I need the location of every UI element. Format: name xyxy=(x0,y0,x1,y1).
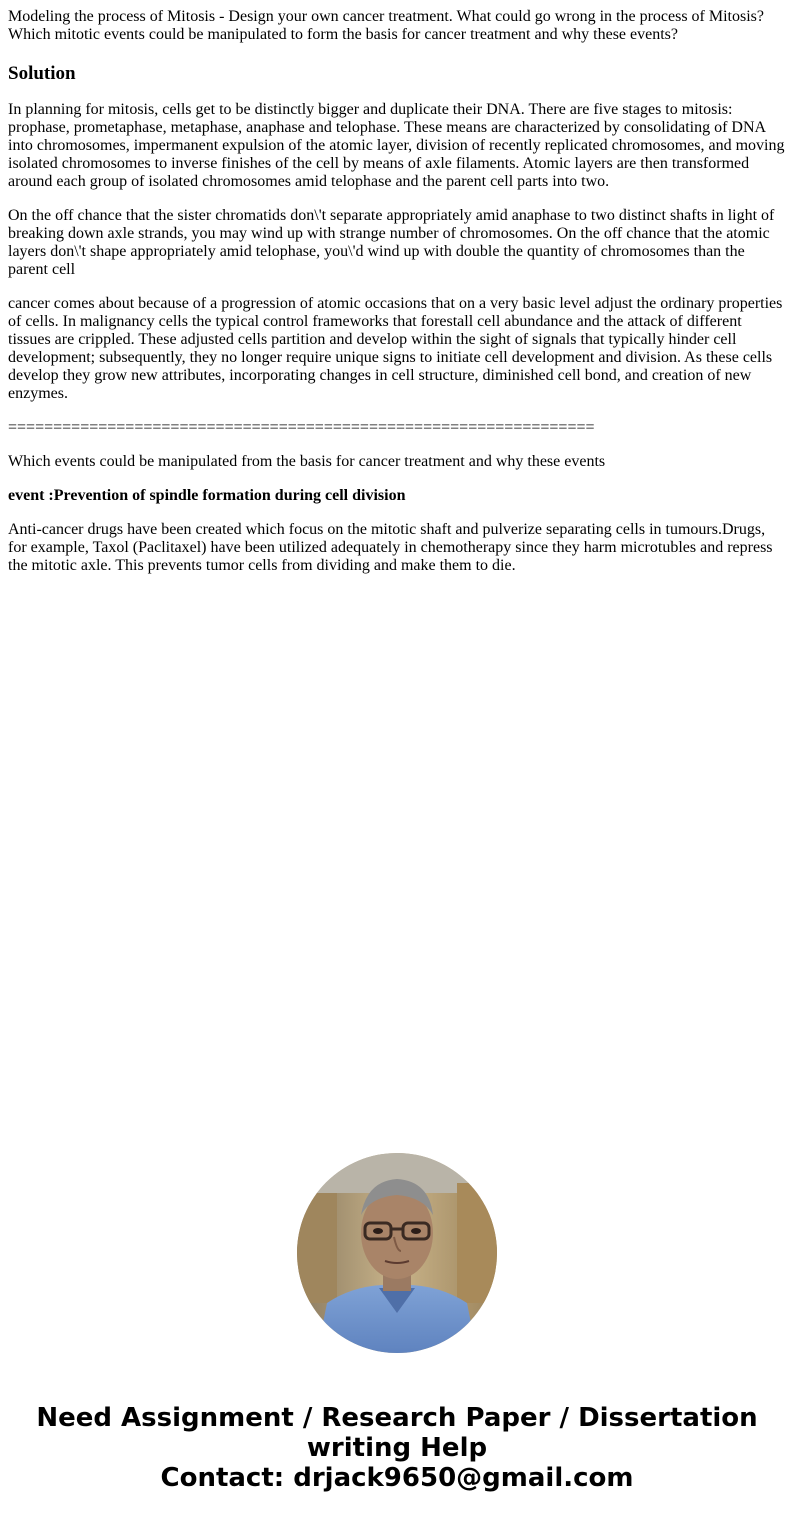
author-avatar xyxy=(297,1153,497,1353)
question-text: Modeling the process of Mitosis - Design your own cancer treatment. What could go wrong in the process of Mitosis? Which mitotic events could be manipulated to form the basis for cancer treatment and why these events? xyxy=(8,8,764,43)
document-body xyxy=(8,8,786,575)
paragraph-what-could-go-wrong: On the off chance that the sister chromatids don\'t separate appropriately amid anaphase to two distinct shafts in light of breaking down axle strands, you may wind up with strange number of chromosomes. On the off chance that the atomic layers don\'t shape appropriately amid telophase, you\'d wind up with double the quantity of chromosomes than the parent cell xyxy=(8,207,775,278)
paragraph-mitosis-stages: In planning for mitosis, cells get to be distinctly bigger and duplicate their DNA. There are five stages to mitosis: prophase, prometaphase, metaphase, anaphase and telophase. These means are characterized by consolidating of DNA into chromosomes, impermanent expulsion of the atomic layer, division of recently replicated chromosomes, and moving isolated chromosomes to inverse finishes of the cell by means of axle filaments. Atomic layers are then transformed around each group of isolated chromosomes amid telophase and the parent cell parts into two. xyxy=(8,101,785,190)
footer-contact xyxy=(0,1403,794,1493)
event-paragraph: Anti-cancer drugs have been created which focus on the mitotic shaft and pulverize separating cells in tumours.Drugs, for example, Taxol (Paclitaxel) have been utilized adequately in chemotherapy since they harm microtubles and repress the mitotic axle. This prevents tumor cells from dividing and make them to die. xyxy=(8,521,773,574)
event-heading: event :Prevention of spindle formation during cell division xyxy=(8,487,406,504)
footer-contact-email: Contact: drjack9650@gmail.com xyxy=(160,1463,634,1493)
separator-line: ================================================================= xyxy=(8,419,595,436)
footer-line-2: writing Help xyxy=(306,1433,488,1463)
solution-heading: Solution xyxy=(8,63,76,84)
paragraph-cancer-cause: cancer comes about because of a progression of atomic occasions that on a very basic level adjust the ordinary properties of cells. In malignancy cells the typical control frameworks that forestall cell abundance and the attack of different tissues are crippled. These adjusted cells partition and develop within the sight of signals that typically hinder cell development; subsequently, they no longer require unique signs to initiate cell development and division. As these cells develop they grow new attributes, incorporating changes in cell structure, diminished cell bond, and creation of new enzymes. xyxy=(8,295,783,402)
footer-line-1: Need Assignment / Research Paper / Dissertation xyxy=(36,1403,758,1433)
author-portrait-image xyxy=(297,1153,497,1353)
events-question: Which events could be manipulated from the basis for cancer treatment and why these events xyxy=(8,453,606,470)
